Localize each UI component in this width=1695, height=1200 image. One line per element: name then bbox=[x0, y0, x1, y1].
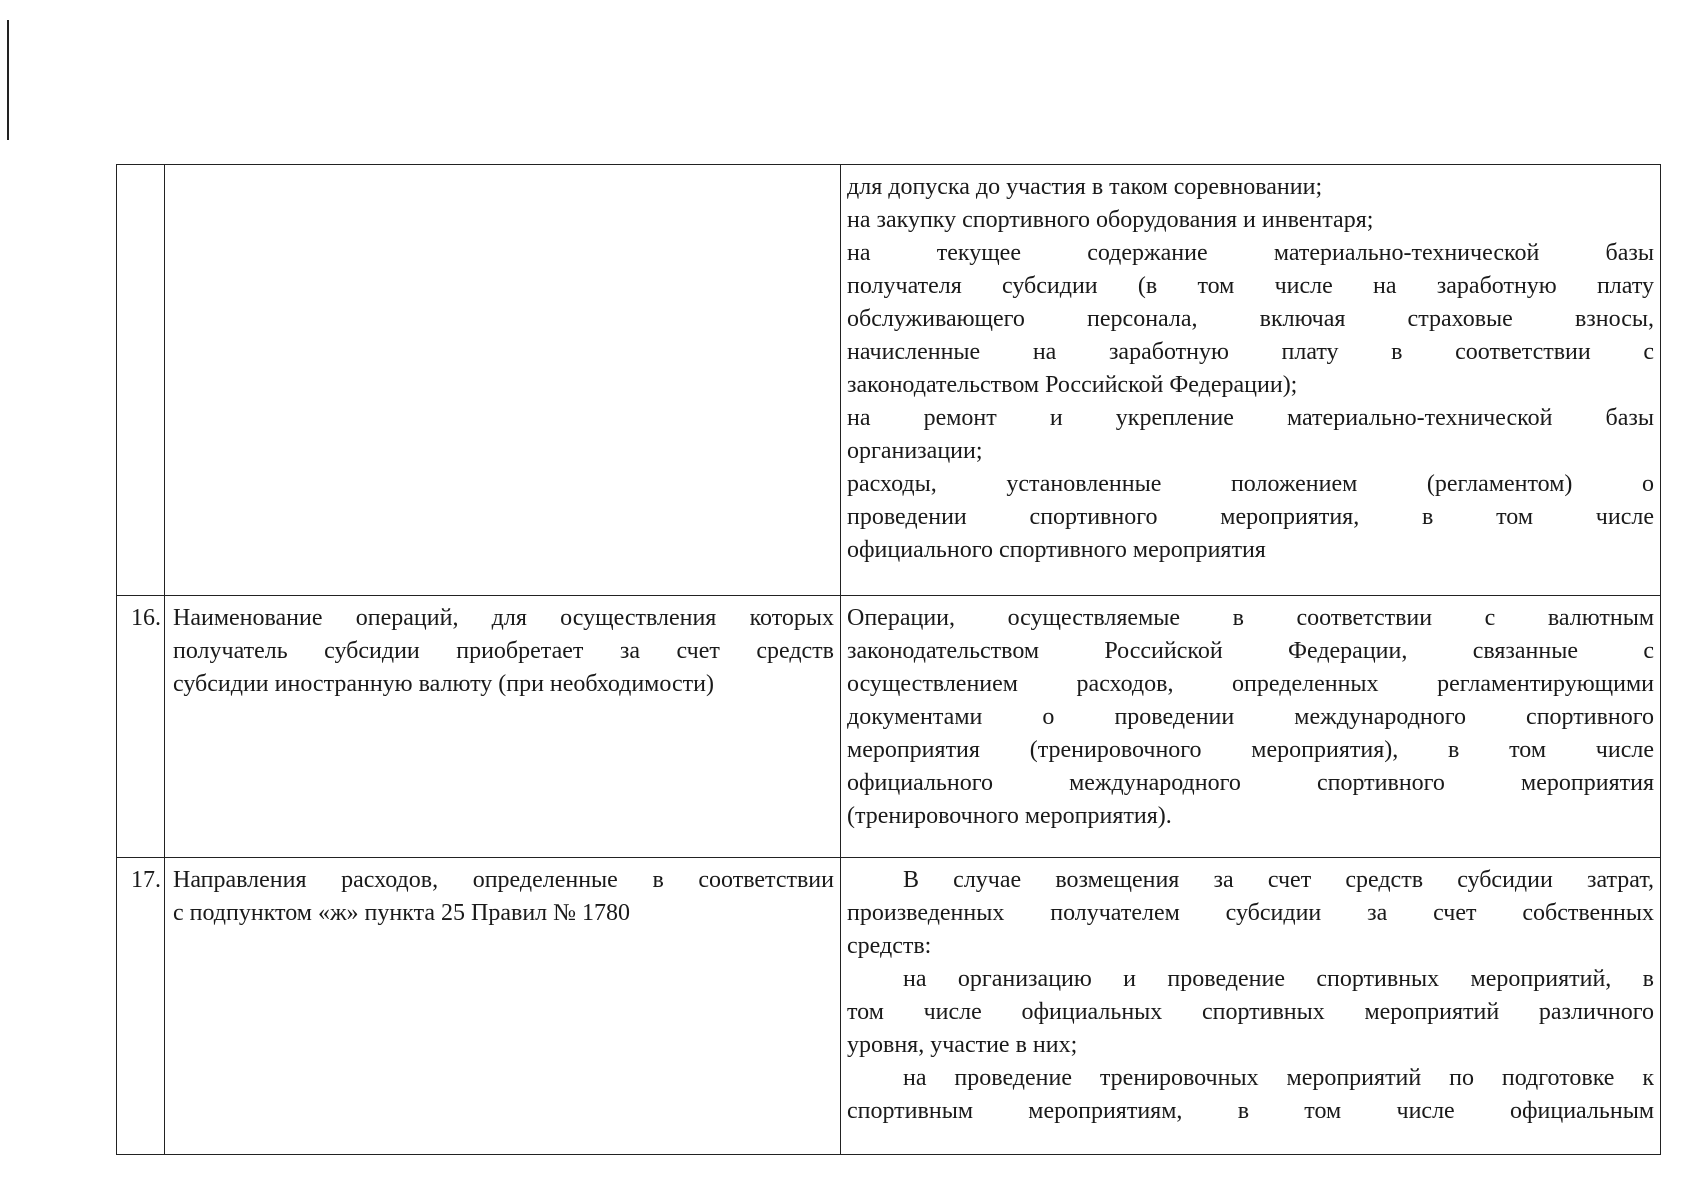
document-table bbox=[116, 164, 1661, 1155]
description-text-line: произведенных получателем субсидии за счет собственных bbox=[847, 900, 1654, 926]
description-text-line: уровня, участие в них; bbox=[847, 1032, 1078, 1058]
name-text-line: субсидии иностранную валюту (при необходимости) bbox=[173, 671, 714, 697]
description-text-line: (тренировочного мероприятия). bbox=[847, 803, 1172, 829]
row-name-cell bbox=[165, 858, 841, 1155]
description-text-line: официального спортивного мероприятия bbox=[847, 537, 1266, 563]
description-text-line: начисленные на заработную плату в соответствии с bbox=[847, 339, 1654, 365]
description-text-line: расходы, установленные положением (регламентом) о bbox=[847, 471, 1654, 497]
description-text-line: законодательством Российской Федерации); bbox=[847, 372, 1298, 398]
row-name-cell bbox=[165, 596, 841, 858]
description-text-line: средств: bbox=[847, 933, 932, 959]
description-text-line: получателя субсидии (в том числе на заработную плату bbox=[847, 273, 1654, 299]
row-number: 17. bbox=[117, 858, 165, 1155]
table-row bbox=[117, 596, 1661, 858]
description-text-line: Операции, осуществляемые в соответствии с валютным bbox=[847, 605, 1654, 631]
description-text-line: на организацию и проведение спортивных мероприятий, в bbox=[903, 966, 1654, 992]
table-row bbox=[117, 165, 1661, 596]
description-text-line: на текущее содержание материально-технической базы bbox=[847, 240, 1654, 266]
description-text-line: законодательством Российской Федерации, связанные с bbox=[847, 638, 1654, 664]
description-text-line: документами о проведении международного спортивного bbox=[847, 704, 1654, 730]
row-name-cell bbox=[165, 165, 841, 596]
margin-mark bbox=[7, 20, 9, 140]
description-text-line: осуществлением расходов, определенных регламентирующими bbox=[847, 671, 1654, 697]
description-text-line: мероприятия (тренировочного мероприятия), в том числе bbox=[847, 737, 1654, 763]
table-row bbox=[117, 858, 1661, 1155]
row-description-cell bbox=[841, 596, 1661, 858]
row-description-cell bbox=[841, 165, 1661, 596]
name-text-line: Направления расходов, определенные в соответствии bbox=[173, 867, 834, 893]
description-text-line: официального международного спортивного мероприятия bbox=[847, 770, 1654, 796]
description-text-line: для допуска до участия в таком соревновании; bbox=[847, 174, 1323, 200]
description-text-line: том числе официальных спортивных мероприятий различного bbox=[847, 999, 1654, 1025]
description-text-line: обслуживающего персонала, включая страховые взносы, bbox=[847, 306, 1654, 332]
description-text-line: спортивным мероприятиям, в том числе официальным bbox=[847, 1098, 1654, 1124]
name-text-line: с подпунктом «ж» пункта 25 Правил № 1780 bbox=[173, 900, 631, 926]
description-text-line: организации; bbox=[847, 438, 983, 464]
description-text-line: на ремонт и укрепление материально-технической базы bbox=[847, 405, 1654, 431]
description-text-line: на закупку спортивного оборудования и инвентаря; bbox=[847, 207, 1374, 233]
row-number: 16. bbox=[117, 596, 165, 858]
name-text-line: получатель субсидии приобретает за счет средств bbox=[173, 638, 834, 664]
row-description-cell bbox=[841, 858, 1661, 1155]
name-text-line: Наименование операций, для осуществления которых bbox=[173, 605, 834, 631]
row-number bbox=[117, 165, 165, 596]
description-text-line: проведении спортивного мероприятия, в том числе bbox=[847, 504, 1654, 530]
description-text-line: В случае возмещения за счет средств субсидии затрат, bbox=[903, 867, 1654, 893]
description-text-line: на проведение тренировочных мероприятий по подготовке к bbox=[903, 1065, 1654, 1091]
